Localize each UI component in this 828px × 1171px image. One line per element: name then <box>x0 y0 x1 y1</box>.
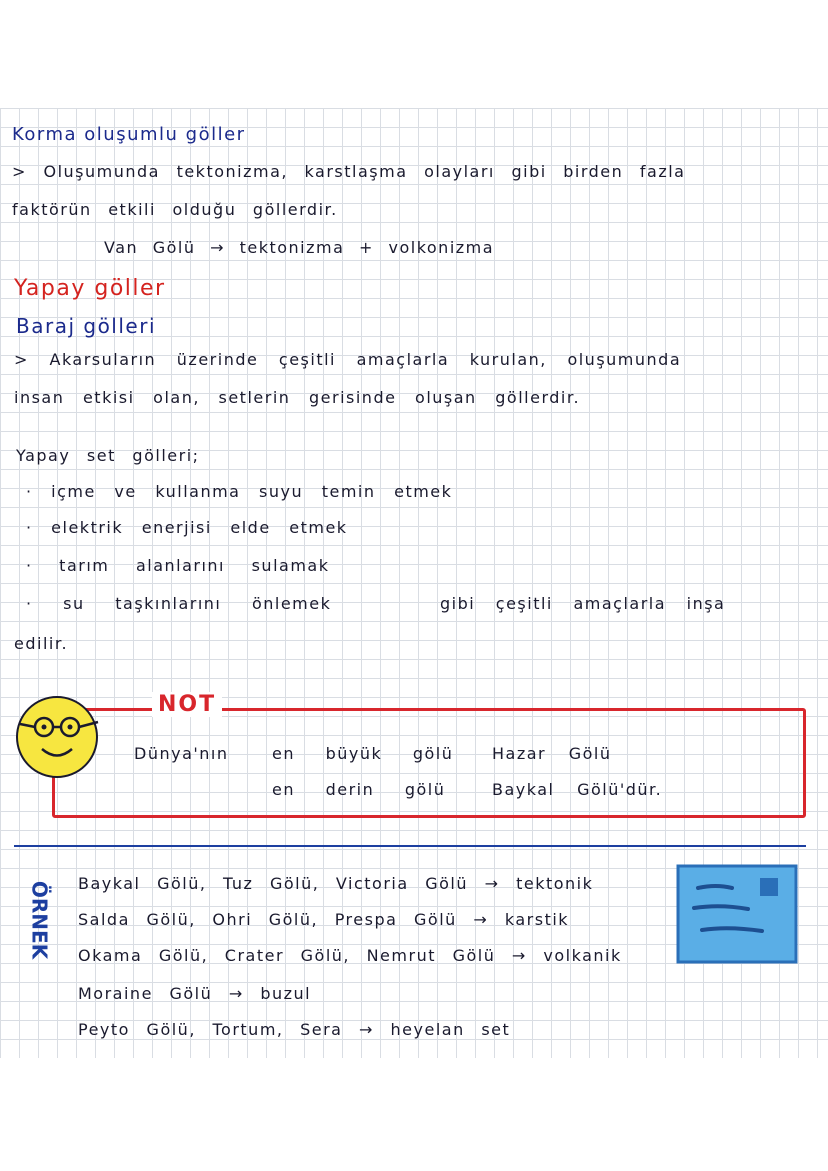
example-row-buzul: Moraine Gölü → buzul <box>78 984 312 1003</box>
example-row-heyelan: Peyto Gölü, Tortum, Sera → heyelan set <box>78 1020 511 1039</box>
ornek-label-text: ÖRNEK <box>27 880 52 960</box>
heading-artificial-lakes: Yapay göller <box>14 276 166 301</box>
note-text-dunya: Dünya'nın <box>134 744 229 763</box>
dam-definition-line-1: > Akarsuların üzerinde çeşitli amaçlarla kurulan, oluşumunda <box>14 350 682 369</box>
note-text-hazar: Hazar Gölü <box>492 744 612 763</box>
note-text-baykal: Baykal Gölü'dür. <box>492 780 663 799</box>
subheading-dam-lakes: Baraj gölleri <box>16 314 156 338</box>
postcard-stamp-icon <box>676 864 798 964</box>
note-box <box>52 708 806 818</box>
karma-example-van: Van Gölü → tektonizma + volkonizma <box>104 238 495 257</box>
karma-definition-line-2: faktörün etkili olduğu göllerdir. <box>12 200 338 219</box>
dam-definition-line-2: insan etkisi olan, setlerin gerisinde oluşan göllerdir. <box>14 388 581 407</box>
dam-closing: edilir. <box>14 634 69 653</box>
dam-bullet-4: · su taşkınlarını önlemek <box>26 594 332 613</box>
note-text-deepest: en derin gölü <box>272 780 446 799</box>
dam-bullet-1: · içme ve kullanma suyu temin etmek <box>26 482 453 501</box>
dam-bullet-3: · tarım alanlarını sulamak <box>26 556 330 575</box>
example-row-tektonik: Baykal Gölü, Tuz Gölü, Victoria Gölü → tektonik <box>78 874 594 893</box>
smiley-glasses-icon <box>14 694 100 780</box>
note-text-biggest: en büyük gölü <box>272 744 454 763</box>
karma-definition-line-1: > Oluşumunda tektonizma, karstlaşma olayları gibi birden fazla <box>12 162 686 181</box>
dam-list-intro: Yapay set gölleri; <box>16 446 200 465</box>
divider-line <box>14 845 806 847</box>
note-label: NOT <box>152 692 222 717</box>
example-row-volkanik: Okama Gölü, Crater Gölü, Nemrut Gölü → volkanik <box>78 946 622 965</box>
heading-karma-lakes: Korma oluşumlu göller <box>12 124 246 145</box>
ornek-side-label <box>24 872 52 968</box>
dam-bullet-2: · elektrik enerjisi elde etmek <box>26 518 348 537</box>
example-row-karstik: Salda Gölü, Ohri Gölü, Prespa Gölü → karstik <box>78 910 570 929</box>
dam-bullet-tail: gibi çeşitli amaçlarla inşa <box>440 594 726 613</box>
